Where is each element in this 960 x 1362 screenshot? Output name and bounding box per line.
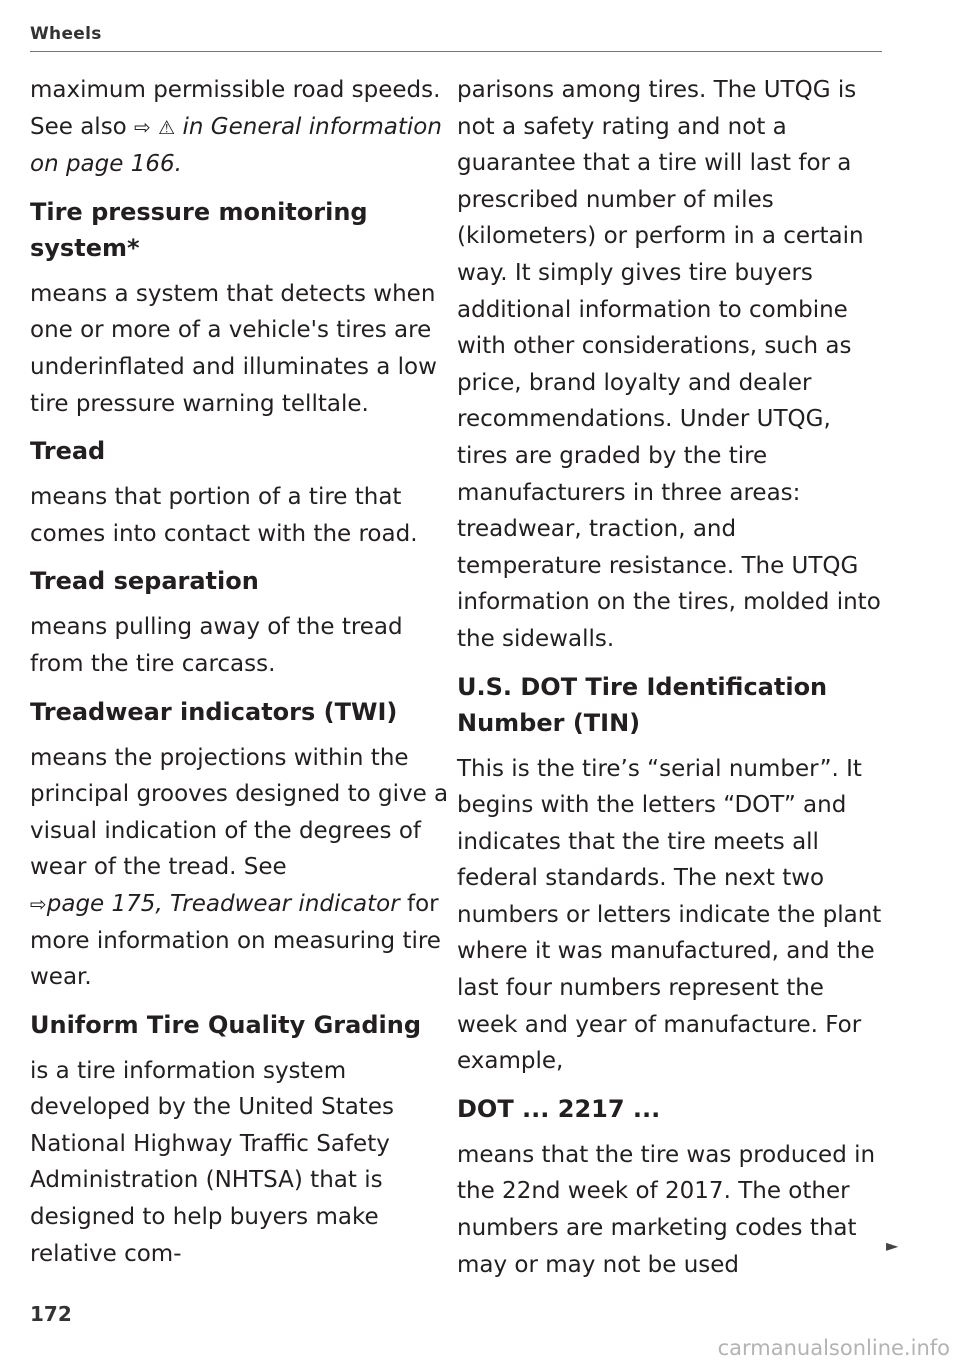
arrow-ref-icon: ⇨: [30, 891, 47, 916]
cross-reference-link[interactable]: in General information on page 166.: [30, 113, 442, 178]
heading-dot-tin: U.S. DOT Tire Identification Number (TIN): [457, 672, 828, 737]
paragraph-tpms: means a system that detects when one or more of a vehicle's tires are underinflated and illuminates a low tire pressure warning telltale.: [30, 280, 437, 417]
paragraph-text: means the projections within the principal grooves designed to give a visual indication of the degrees of wear of the tread. See: [30, 744, 449, 881]
paragraph-dot-tin: This is the tire’s “serial number”. It begins with the letters “DOT” and indicates that the tire meets all federal standards. The next two numbers or letters indicate the plant where it was manufactured, and the last four numbers represent the week and year of manufacture. For example,: [457, 755, 882, 1075]
heading-twi: Treadwear indicators (TWI): [30, 697, 398, 726]
watermark: carmanualsonline.info: [717, 1336, 950, 1360]
heading-tpms: Tire pressure monitoring system*: [30, 197, 368, 262]
paragraph-tread-separation: means pulling away of the tread from the tire carcass.: [30, 614, 403, 677]
heading-utqg: Uniform Tire Quality Grading: [30, 1010, 422, 1039]
paragraph-utqg: is a tire information system developed by the United States National Highway Traffic Safety Administration (NHTSA) that is designed to help buyers make relative com-: [30, 1057, 394, 1267]
page-number: 172: [30, 1302, 72, 1326]
heading-tread: Tread: [30, 437, 106, 466]
heading-dot-example: DOT ... 2217 ...: [457, 1094, 661, 1123]
paragraph-utqg-continued: parisons among tires. The UTQG is not a safety rating and not a guarantee that a tire will last for a prescribed number of miles (kilometers) or perform in a certain way. It simply gives tire buyers additional information to combine with other considerations, such as price, brand loyalty and dealer recommendations. Under UTQG, tires are graded by the tire manufacturers in three areas: treadwear, traction, and temperature resistance. The UTQG information on the tires, molded into the sidewalls.: [457, 77, 881, 652]
paragraph-tread: means that portion of a tire that comes into contact with the road.: [30, 484, 418, 547]
paragraph-text: for more information on measuring tire wear.: [30, 890, 441, 991]
paragraph-dot-example: means that the tire was produced in the 22nd week of 2017. The other numbers are marketing codes that may or may not be used: [457, 1141, 876, 1278]
paragraph-text: maximum permissible road speeds. See also: [30, 77, 441, 140]
section-title: Wheels: [30, 24, 102, 44]
heading-tread-separation: Tread separation: [30, 567, 259, 596]
left-column: [30, 72, 458, 1272]
cross-reference-link[interactable]: page 175, Treadwear indicator: [46, 890, 400, 917]
continue-arrow-icon: ►: [886, 1236, 899, 1255]
right-column: [457, 72, 887, 1283]
paragraph-twi: [30, 740, 458, 996]
paragraph-road-speeds: [30, 72, 458, 183]
header-rule: [30, 51, 882, 52]
arrow-ref-icon: ⇨: [134, 114, 151, 139]
warning-triangle-icon: ⚠: [158, 116, 176, 139]
